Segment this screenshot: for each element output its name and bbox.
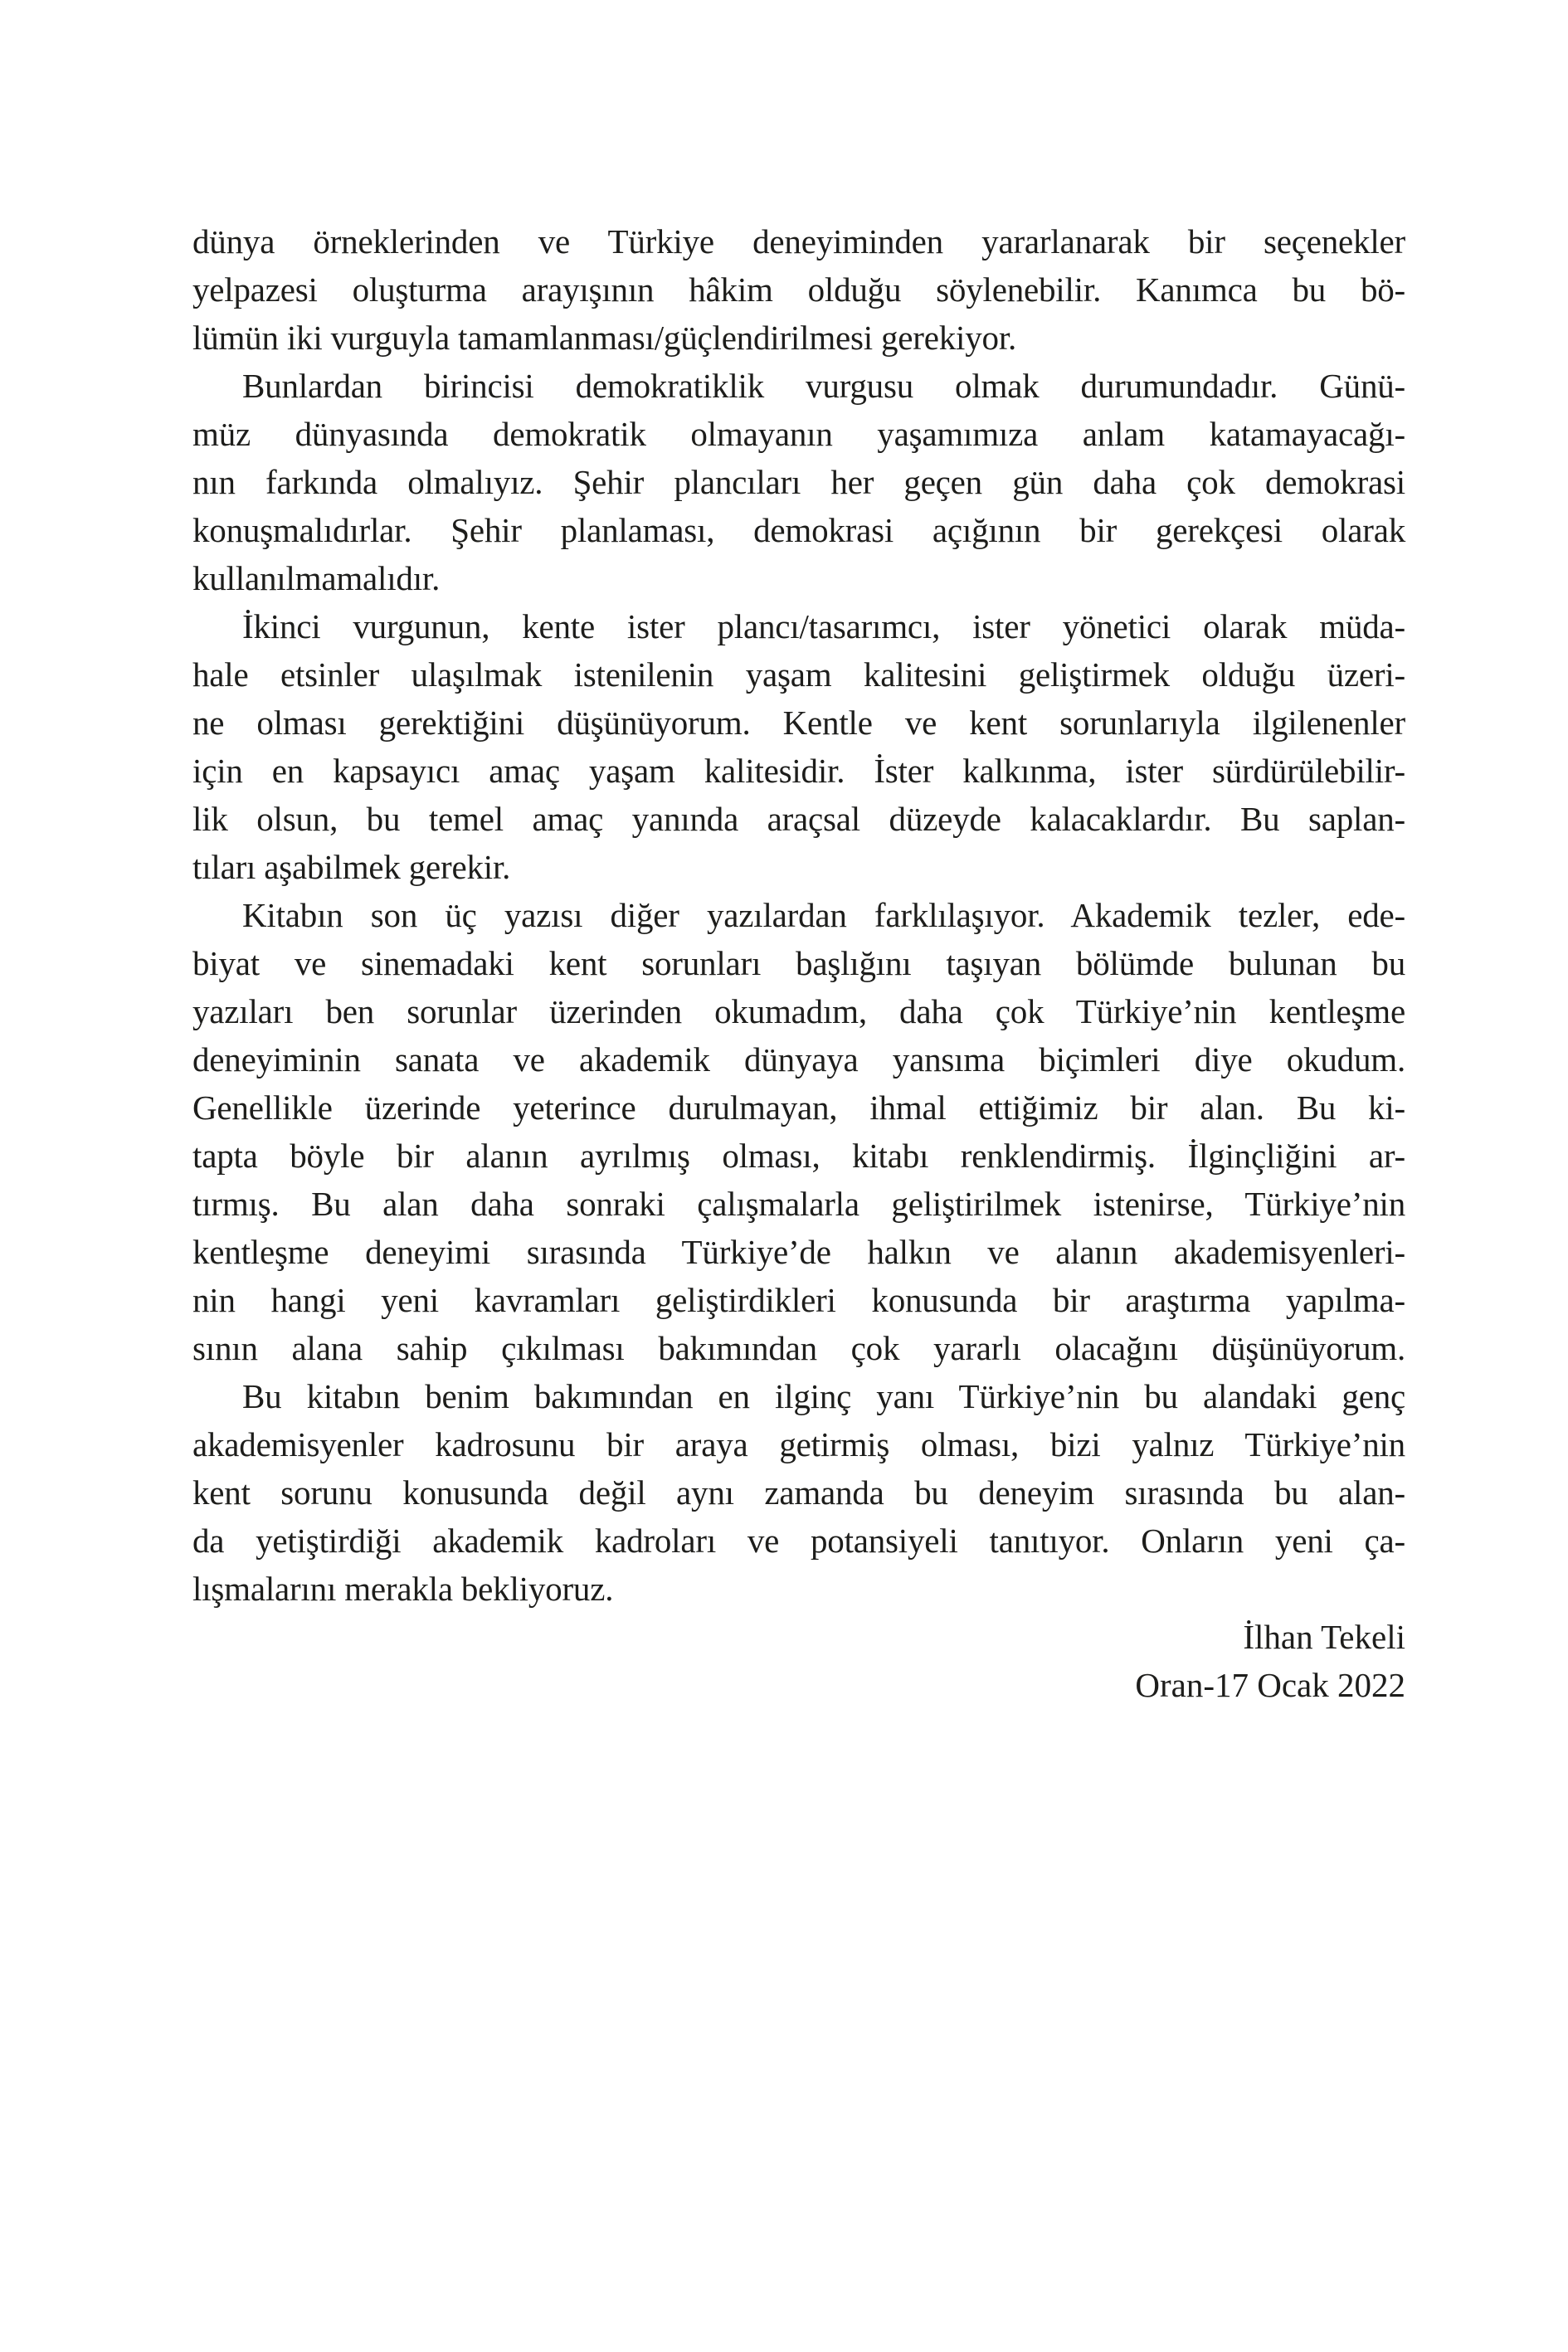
text-line: deneyiminin sanata ve akademik dünyaya yansıma biçimleri diye okudum. [192, 1040, 1405, 1079]
text-line: biyat ve sinemadaki kent sorunları başlığını taşıyan bölümde bulunan bu [192, 944, 1405, 982]
text-line: Bu kitabın benim bakımından en ilginç yanı Türkiye’nin bu alandaki genç [242, 1377, 1405, 1415]
text-line: da yetiştirdiği akademik kadroları ve potansiyeli tanıtıyor. Onların yeni ça- [192, 1522, 1405, 1560]
place-date: Oran-17 Ocak 2022 [1135, 1666, 1405, 1704]
text-line: konuşmalıdırlar. Şehir planlaması, demokrasi açığının bir gerekçesi olarak [192, 511, 1405, 549]
paragraph-2 [192, 362, 1405, 602]
paragraph-3 [192, 602, 1405, 891]
text-line: ne olması gerektiğini düşünüyorum. Kentle ve kent sorunlarıyla ilgilenenler [192, 704, 1405, 742]
text-line: kentleşme deneyimi sırasında Türkiye’de halkın ve alanın akademisyenleri- [192, 1233, 1405, 1271]
text-line: hale etsinler ulaşılmak istenilenin yaşam kalitesini geliştirmek olduğu üzeri- [192, 655, 1405, 694]
text-line: müz dünyasında demokratik olmayanın yaşamımıza anlam katamayacağı- [192, 415, 1405, 453]
text-line: akademisyenler kadrosunu bir araya getirmiş olması, bizi yalnız Türkiye’nin [192, 1425, 1405, 1463]
text-line: nın farkında olmalıyız. Şehir plancıları her geçen gün daha çok demokrasi [192, 463, 1405, 501]
text-line: Bunlardan birincisi demokratiklik vurgusu olmak durumundadır. Günü- [242, 367, 1405, 405]
signature-block [192, 1613, 1405, 1709]
text-line: yazıları ben sorunlar üzerinden okumadım, daha çok Türkiye’nin kentleşme [192, 992, 1405, 1030]
text-line: lümün iki vurguyla tamamlanması/güçlendirilmesi gerekiyor. [192, 319, 1017, 357]
text-line: lışmalarını merakla bekliyoruz. [192, 1570, 614, 1608]
paragraph-4 [192, 891, 1405, 1372]
author-name: İlhan Tekeli [1243, 1618, 1405, 1656]
text-line: sının alana sahip çıkılması bakımından çok yararlı olacağını düşünüyorum. [192, 1329, 1405, 1367]
text-line: tıları aşabilmek gerekir. [192, 848, 511, 886]
document-page [192, 217, 1405, 1709]
text-line: tırmış. Bu alan daha sonraki çalışmalarla geliştirilmek istenirse, Türkiye’nin [192, 1185, 1405, 1223]
text-line: dünya örneklerinden ve Türkiye deneyiminden yararlanarak bir seçenekler [192, 222, 1405, 261]
text-line: için en kapsayıcı amaç yaşam kalitesidir. İster kalkınma, ister sürdürülebilir- [192, 752, 1405, 790]
text-line: kullanılmamalıdır. [192, 559, 441, 597]
text-line: İkinci vurgunun, kente ister plancı/tasarımcı, ister yönetici olarak müda- [242, 607, 1405, 645]
text-line: lik olsun, bu temel amaç yanında araçsal düzeyde kalacaklardır. Bu saplan- [192, 800, 1405, 838]
paragraph-5 [192, 1372, 1405, 1613]
text-line: kent sorunu konusunda değil aynı zamanda bu deneyim sırasında bu alan- [192, 1473, 1405, 1512]
text-line: tapta böyle bir alanın ayrılmış olması, kitabı renklendirmiş. İlginçliğini ar- [192, 1137, 1405, 1175]
text-line: Genellikle üzerinde yeterince durulmayan, ihmal ettiğimiz bir alan. Bu ki- [192, 1088, 1405, 1127]
text-line: yelpazesi oluşturma arayışının hâkim olduğu söylenebilir. Kanımca bu bö- [192, 270, 1405, 309]
text-line: nin hangi yeni kavramları geliştirdikleri konusunda bir araştırma yapılma- [192, 1281, 1405, 1319]
text-line: Kitabın son üç yazısı diğer yazılardan farklılaşıyor. Akademik tezler, ede- [242, 896, 1405, 934]
paragraph-1 [192, 217, 1405, 362]
